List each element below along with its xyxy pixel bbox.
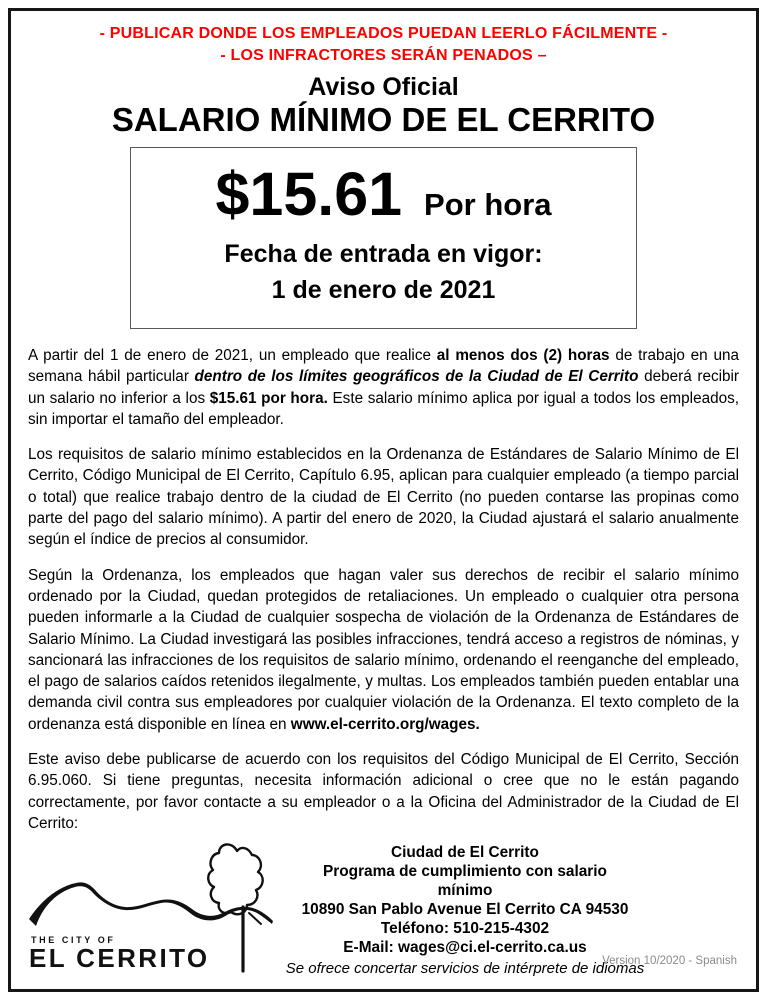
logo-name: EL CERRITO bbox=[29, 943, 210, 974]
text-run: A partir del 1 de enero de 2021, un empleado que realice bbox=[28, 347, 437, 364]
notice-body bbox=[28, 345, 739, 834]
wage-unit-label: Por hora bbox=[424, 187, 552, 222]
contact-line: E-Mail: wages@ci.el-cerrito.ca.us bbox=[343, 939, 587, 957]
text-run: al menos dos (2) horas bbox=[436, 347, 610, 364]
tree-branch-icon bbox=[249, 913, 261, 924]
contact-line: Ciudad de El Cerrito bbox=[391, 844, 539, 862]
posting-instruction-line-2: - LOS INFRACTORES SERÁN PENADOS – bbox=[220, 47, 547, 64]
text-run: Los requisitos de salario mínimo establecidos en la Ordenanza de Estándares de Salario Mínimo de El Cerrito, Código Municipal de El Cerrito, Capítulo 6.95, aplican para cualquier empleado (a tiempo parcial o total) que realice trabajo dentro de la ciudad de El Cerrito (no pueden contarse las propinas como parte del pago del salario mínimo). A partir del enero de 2020, la Ciudad ajustará el salario anualmente según el índice de precios al consumidor. bbox=[28, 446, 739, 549]
text-run: deberá recibir un salario no inferior a los bbox=[28, 368, 739, 407]
contact-line: Teléfono: 510-215-4302 bbox=[380, 920, 550, 938]
wage-box bbox=[130, 147, 637, 329]
version-label: Version 10/2020 - Spanish bbox=[602, 955, 737, 967]
paragraph-intro bbox=[28, 345, 739, 430]
contact-line: 10890 San Pablo Avenue El Cerrito CA 94530 bbox=[301, 901, 629, 919]
wage-row bbox=[131, 158, 636, 230]
notice-sheet bbox=[8, 8, 759, 992]
text-run: dentro de los límites geográficos de la Ciudad de El Cerrito bbox=[194, 368, 639, 386]
contact-line: Programa de cumplimiento con salario bbox=[323, 863, 607, 881]
hills-icon bbox=[29, 883, 273, 927]
posting-instruction-line-1: - PUBLICAR DONDE LOS EMPLEADOS PUEDAN LEERLO FÁCILMENTE - bbox=[99, 25, 668, 42]
notice-subtitle: Aviso Oficial bbox=[308, 73, 459, 101]
paragraph-employee-rights bbox=[28, 565, 739, 735]
contact-line: mínimo bbox=[437, 882, 493, 900]
effective-date-value: 1 de enero de 2021 bbox=[271, 276, 496, 304]
text-run: www.el-cerrito.org/wages. bbox=[290, 715, 480, 733]
paragraph-ordinance-scope bbox=[28, 444, 739, 550]
notice-title: SALARIO MÍNIMO DE EL CERRITO bbox=[111, 101, 656, 138]
interpreter-note: Se ofrece concertar servicios de intérprete de idiomas bbox=[285, 960, 645, 978]
text-run: Este salario mínimo aplica por igual a todos los empleados, sin importar el tamaño del empleador. bbox=[28, 389, 739, 428]
paragraph-posting-requirement bbox=[28, 749, 739, 834]
el-cerrito-city-logo bbox=[28, 839, 280, 987]
effective-date-label: Fecha de entrada en vigor: bbox=[224, 240, 543, 268]
text-run: $15.61 por hora. bbox=[209, 389, 328, 407]
text-run: Este aviso debe publicarse de acuerdo con los requisitos del Código Municipal de El Cerrito, Sección 6.95.060. Si tiene preguntas, necesita información adicional o cree que no le están pagando correctamente, por favor contacte a su empleador o a la Oficina del Administrador de la Ciudad de El Cerrito: bbox=[28, 751, 739, 832]
logo-tagline: THE CITY OF bbox=[31, 935, 116, 946]
wage-amount: $15.61 bbox=[215, 160, 403, 228]
contact-block bbox=[280, 843, 650, 978]
contact-lines bbox=[280, 843, 650, 957]
tree-canopy-icon bbox=[208, 845, 262, 915]
el-cerrito-logo-graphic bbox=[28, 839, 278, 987]
text-run: de trabajo en una semana hábil particular bbox=[28, 347, 739, 386]
text-run: Según la Ordenanza, los empleados que hagan valer sus derechos de recibir el salario mínimo ordenado por la Ciudad, quedan protegidos de retaliaciones. Un empleado o cualquier otra persona pueden informarle a la Ciudad de cualquier sospecha de violación de la Ordenanza de Estándares de Salario Mínimo. La Ciudad investigará las posibles infracciones, tendrá acceso a registros de nóminas, y sancionará las infracciones de los requisitos de salario mínimo, ordenando el reenganche del empleado, el pago de salarios caídos retenidos ilegalmente, y multas. Los empleados también pueden entablar una demanda civil contra sus empleadores por cualquier violación de la Ordenanza. El texto completo de la ordenanza está disponible en línea en bbox=[28, 566, 739, 733]
